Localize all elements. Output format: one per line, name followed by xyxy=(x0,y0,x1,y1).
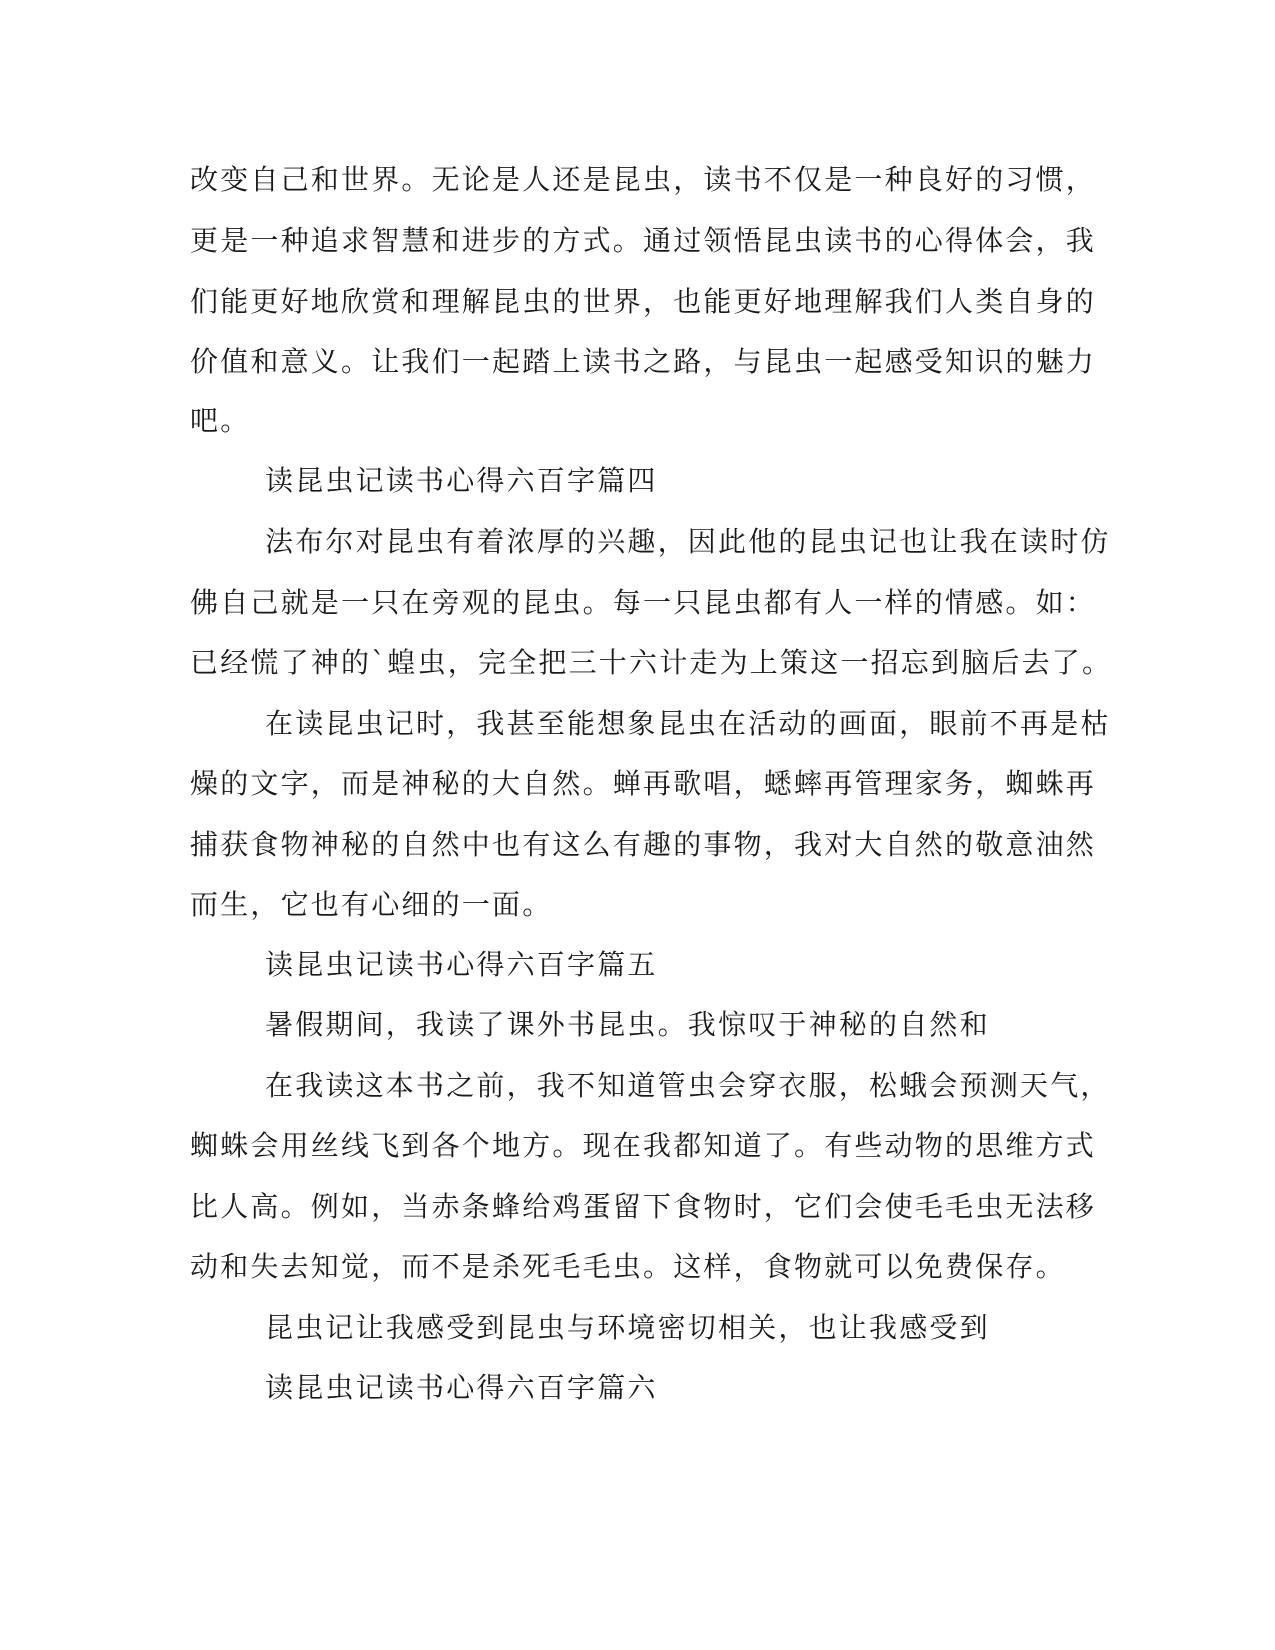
paragraph-line: 已经慌了神的`蝗虫，完全把三十六计走为上策这一招忘到脑后去了。 xyxy=(190,646,1113,679)
paragraph-line: 暑假期间，我读了课外书昆虫。我惊叹于神秘的自然和 xyxy=(265,1008,990,1041)
paragraph-line: 在读昆虫记时，我甚至能想象昆虫在活动的画面，眼前不再是枯 xyxy=(265,707,1111,740)
paragraph-line: 昆虫记让我感受到昆虫与环境密切相关，也让我感受到 xyxy=(265,1311,990,1344)
paragraph-line: 改变自己和世界。无论是人还是昆虫，读书不仅是一种良好的习惯， xyxy=(190,163,1097,196)
paragraph-line: 动和失去知觉，而不是杀死毛毛虫。这样，食物就可以免费保存。 xyxy=(190,1250,1066,1283)
paragraph-line: 佛自己就是一只在旁观的昆虫。每一只昆虫都有人一样的情感。如： xyxy=(190,586,1097,619)
paragraph-line: 比人高。例如，当赤条蜂给鸡蛋留下食物时，它们会使毛毛虫无法移 xyxy=(190,1190,1097,1223)
paragraph-line: 吧。 xyxy=(190,404,251,437)
paragraph-line: 价值和意义。让我们一起踏上读书之路，与昆虫一起感受知识的魅力 xyxy=(190,345,1097,378)
paragraph-line: 们能更好地欣赏和理解昆虫的世界，也能更好地理解我们人类自身的 xyxy=(190,285,1097,318)
paragraph-line: 捕获食物神秘的自然中也有这么有趣的事物，我对大自然的敬意油然 xyxy=(190,828,1097,861)
paragraph-line: 法布尔对昆虫有着浓厚的兴趣，因此他的昆虫记也让我在读时仿 xyxy=(265,525,1111,558)
section-heading-5: 读昆虫记读书心得六百字篇五 xyxy=(265,948,658,981)
paragraph-line: 燥的文字，而是神秘的大自然。蝉再歌唱，蟋蟀再管理家务，蜘蛛再 xyxy=(190,767,1097,800)
paragraph-line: 更是一种追求智慧和进步的方式。通过领悟昆虫读书的心得体会，我 xyxy=(190,224,1097,257)
paragraph-line: 而生，它也有心细的一面。 xyxy=(190,888,553,921)
paragraph-line: 在我读这本书之前，我不知道管虫会穿衣服，松蛾会预测天气， xyxy=(265,1069,1111,1102)
section-heading-4: 读昆虫记读书心得六百字篇四 xyxy=(265,464,658,497)
paragraph-line: 蜘蛛会用丝线飞到各个地方。现在我都知道了。有些动物的思维方式 xyxy=(190,1129,1097,1162)
section-heading-6: 读昆虫记读书心得六百字篇六 xyxy=(265,1371,658,1404)
